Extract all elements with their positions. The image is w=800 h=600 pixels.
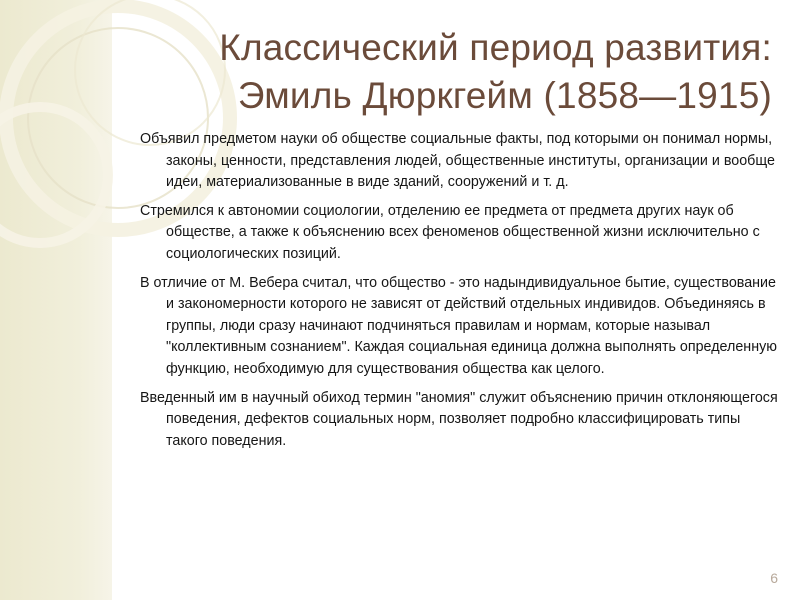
title-line-1: Классический период развития: <box>219 27 772 68</box>
paragraph-social-facts: Объявил предметом науки об обществе социальные факты, под которыми он понимал нормы, законы, ценности, представления людей, общественные институты, организации и вообще идеи, материализованные в виде зданий, сооружений и т. д. <box>140 131 775 191</box>
paragraph-society: В отличие от М. Вебера считал, что общество - это надындивидуальное бытие, существование и закономерности которого не зависят от действий отдельных индивидов. Объединяясь в группы, люди сразу начинают подчиняться правилам и нормам, которые называл "коллективным сознанием". Каждая социальная единица должна выполнять определенную функцию, необходимую для существования общества как целого. <box>140 274 777 377</box>
paragraph-anomie: Введенный им в научный обиход термин "аномия" служит объяснению причин отклоняющегося поведения, дефектов социальных норм, позволяет подробно классифицировать типы такого поведения. <box>140 389 778 449</box>
title-line-2: Эмиль Дюркгейм (1858—1915) <box>237 75 772 116</box>
page-number: 6 <box>770 570 778 586</box>
paragraph-autonomy: Стремился к автономии социологии, отделению ее предмета от предмета других наук об обществе, а также к объяснению всех феноменов общественной жизни исключительно с социологических позиций. <box>140 202 760 262</box>
left-decorative-panel <box>0 0 112 600</box>
slide-title <box>132 24 772 120</box>
slide-body <box>140 129 780 459</box>
